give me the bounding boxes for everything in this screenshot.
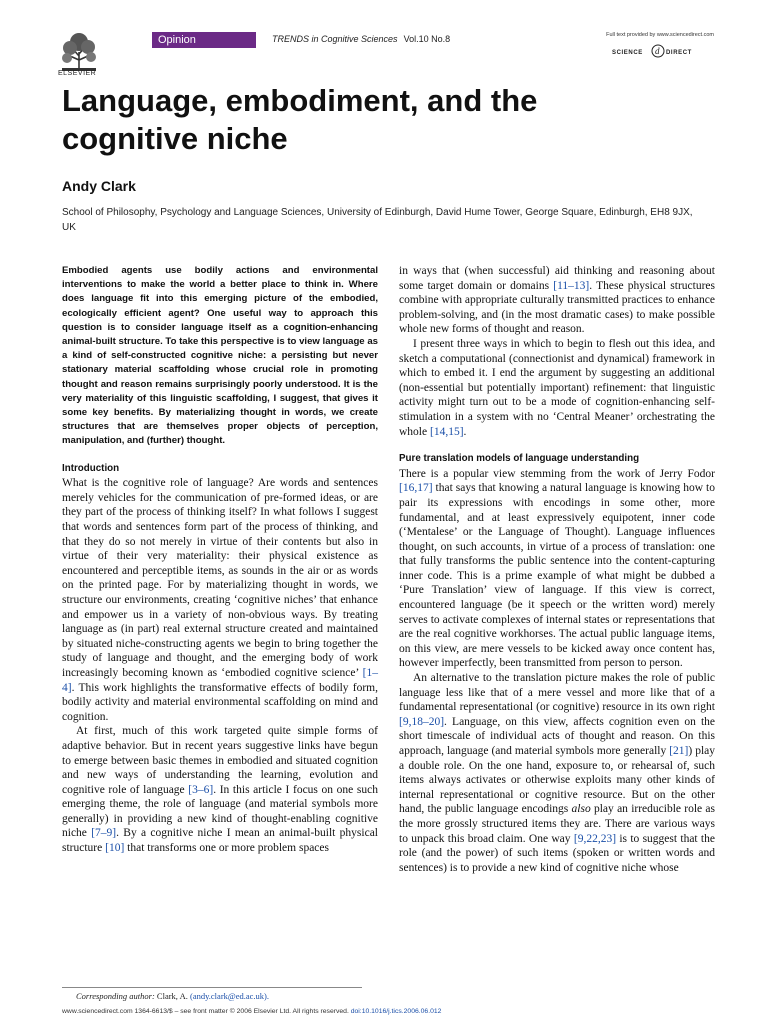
section-badge: Opinion [152, 32, 256, 48]
citation-link[interactable]: [7–9] [91, 827, 117, 840]
citation-link[interactable]: [1–4] [62, 666, 378, 694]
citation-link[interactable]: [10] [105, 842, 125, 855]
citation-link[interactable]: [11–13] [553, 279, 590, 292]
journal-name: TRENDS in Cognitive Sciences [272, 34, 398, 44]
svg-text:DIRECT: DIRECT [666, 50, 692, 56]
intro-paragraph-1: What is the cognitive role of language? Are words and sentences merely vehicles for the communication of pre-formed ideas, or are they part of the process of thinking itself? In what follows I suggest that words and sentences form part of the process of thinking, and that they do so not merely in virtue of their contents but also in virtue of their very materiality: their physical existence as encountered and perceptible items, as sounds in the air or as words on the printed page. For by materializing thought in words, we structure our environments, creating ‘cognitive niches’ that enhance and empower us in a variety of non-obvious ways. By treating language as (in part) real external structure created and maintained by situated niche-constructing agents we begin to bring together the study of language and thought, and the emerging body of work increasingly becoming known as ‘embodied cognitive science’ [1–4]. This work highlights the transformative effects of bodily form, bodily activity and material environmental scaffolding on mind and cognition. [62, 477, 378, 723]
intro-paragraph-2: At first, much of this work targeted quite simple forms of adaptive behavior. But in recent years suggestive links have begun to emerge between basic themes in embodied and situated cognition and new ways of understanding the learning, evolution and cognitive role of language [3–6]. In this article I focus on one such emerging theme, the role of language (and material symbols more generally) in providing a new kind of thought-enabling cognitive niche [7–9]. By a cognitive niche I mean an animal-built physical structure [10] that transforms one or more problem spaces [62, 725, 378, 855]
citation-link[interactable]: [3–6] [188, 783, 214, 796]
journal-info [272, 34, 450, 44]
author-affiliation: School of Philosophy, Psychology and Language Sciences, University of Edinburgh, David Hume Tower, George Square, Edinburgh, EH8 9JX, UK [62, 207, 693, 233]
section-heading-introduction: Introduction [62, 462, 120, 474]
footer-copyright: www.sciencedirect.com 1364-6613/$ – see front matter © 2006 Elsevier Ltd. All rights reserved. [62, 1008, 349, 1015]
left-column [62, 264, 378, 856]
body-paragraph-outline: I present three ways in which to begin to flesh out this idea, and sketch a computational (connectionist and dynamical) framework in which to embed it. I end the argument by suggesting an additional (non-essential but potentially important) refinement: that linguistic activity might turn out to be a mode of cognition-enhancing self-stimulation in a system with no ‘Central Meaner’ orchestrating the whole [14,15]. [399, 337, 715, 438]
svg-text:SCIENCE: SCIENCE [612, 50, 643, 56]
right-column [399, 264, 715, 875]
svg-text:d: d [655, 46, 660, 56]
corresponding-author-note: Corresponding author: Clark, A. (andy.clark@ed.ac.uk). [76, 991, 269, 1001]
citation-link[interactable]: [21] [669, 745, 689, 757]
body-paragraph-continued: in ways that (when successful) aid thinking and reasoning about some target domain or domains [11–13]. These physical structures combine with appropriate culturally transmitted practices to enhance problem-solving, and (in the most dramatic cases) to make possible whole new forms of thought and reason. [399, 265, 715, 336]
citation-link[interactable]: [9,22,23] [573, 832, 617, 845]
fulltext-provider-note: Full text provided by www.sciencedirect.com [606, 32, 714, 38]
citation-link[interactable]: [16,17] [399, 482, 433, 495]
publisher-label: ELSEVIER [58, 70, 97, 77]
elsevier-tree-logo [58, 30, 100, 72]
sciencedirect-logo [612, 44, 714, 58]
body-paragraph-fodor: There is a popular view stemming from the work of Jerry Fodor [16,17] that says that knowing a natural language is knowing how to pair its expressions with encodings in some other, more fundamental, and at least expressively equipotent, inner code (‘Mentalese’ or the Language of Thought). Language influences thought, on such accounts, in virtue of a process of translation: one that fully transforms the public sentence into the content-capturing inner code. This is a prime example of what might be dubbed a ‘Pure Translation’ view of language. If this view is correct, encountered language (be it speech or the written word) merely serves to activate complexes of internal states or representations that are the real cognitive workhorses. The actual public language items, on this view, are mere vessels to be kicked away once content has, however imperfectly, been transmitted from person to person. [399, 467, 715, 670]
author-email-link[interactable]: (andy.clark@ed.ac.uk). [189, 991, 269, 1001]
section-heading-pure-translation: Pure translation models of language understanding [399, 453, 640, 465]
citation-link[interactable]: [9,18–20] [399, 715, 445, 728]
citation-link[interactable]: [14,15] [429, 425, 464, 438]
body-paragraph-alternative: An alternative to the translation picture makes the role of public language less like that of a mere vessel and more like that of a fundamental representational (or cognitive) resource in its own right [9,18–20]. Language, on this view, affects cognition even on the short timescale of individual acts of thought and reason. On this approach, language (and material symbols more generally [21]) play a double role. On the one hand, exposure to, or rehearsal of, such items always activates or otherwise exploits many other kinds of internal representational or cognitive resource. But on the other hand, the public language encodings also play an irreducible role as the more grossly structured items they are. There are various ways to unpack this broad claim. One way [9,22,23] is to suggest that the role (and the power) of such items (spoken or written words and sentences) is to provide a new kind of cognitive niche whose [399, 672, 716, 874]
footnote-divider [62, 987, 362, 988]
author-name: Andy Clark [62, 178, 136, 194]
doi-link[interactable]: doi:10.1016/j.tics.2006.06.012 [350, 1008, 442, 1015]
page-footer [62, 1008, 441, 1015]
abstract: Embodied agents use bodily actions and environmental interventions to make the world a better place to think in. Where does language fit into this emerging picture of the embodied, ecologically efficient agent? One useful way to approach this question is to consider language itself as a cognition-enhancing animal-built structure. To take this perspective is to view language as a kind of self-constructed cognitive niche: a persisting but never stationary material scaffolding whose crucial role in promoting thought and reason remains surprisingly poorly understood. It is the very materiality of this linguistic scaffolding, I suggest, that gives it some key benefits. By materializing thought in words, we create structures that are themselves proper objects of perception, manipulation, and (further) thought. [62, 265, 378, 447]
article-title: Language, embodiment, and the cognitive niche [62, 83, 538, 156]
journal-volume: Vol.10 No.8 [403, 34, 451, 44]
